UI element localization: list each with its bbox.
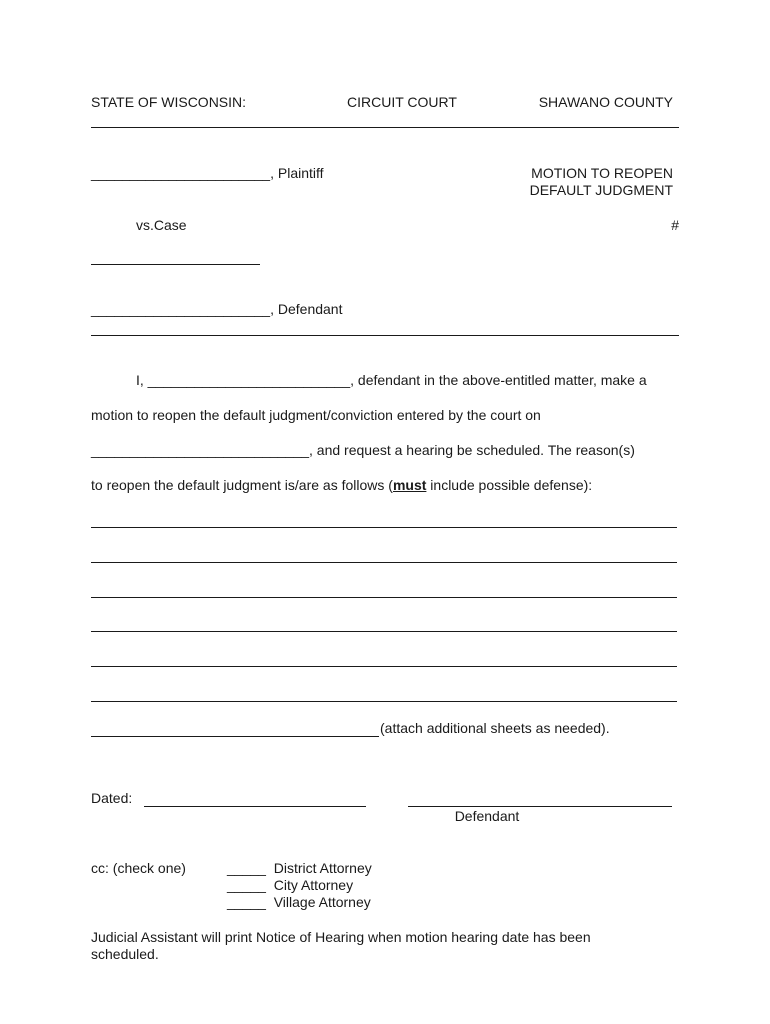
body-line-1 (136, 372, 647, 389)
body-line-3-rest: , and request a hearing be scheduled. The reason(s) (309, 442, 635, 458)
defendant-name-blank[interactable]: __________________________ (147, 372, 351, 388)
state-header: STATE OF WISCONSIN: (91, 94, 247, 110)
dated-label: Dated: (91, 790, 133, 806)
body-i: I, (136, 372, 144, 388)
case-number-label: # (671, 217, 679, 233)
defendant-label: , Defendant (270, 301, 343, 317)
vs-case-label: vs.Case (136, 217, 187, 233)
cc-check-blank[interactable]: _____ (227, 894, 266, 910)
reason-line[interactable] (91, 631, 677, 632)
header-divider (91, 127, 679, 128)
defendant-signature-blank[interactable] (408, 806, 672, 807)
reason-line[interactable] (91, 527, 677, 528)
motion-title-line1: MOTION TO REOPEN (531, 165, 673, 181)
body-line-3 (91, 442, 635, 459)
cc-option-label: Village Attorney (273, 894, 371, 910)
body-line-4 (91, 477, 592, 494)
footer-note-line1: Judicial Assistant will print Notice of Hearing when motion hearing date has been (91, 929, 591, 945)
motion-title-line2: DEFAULT JUDGMENT (529, 182, 673, 198)
cc-option-city (227, 877, 353, 894)
case-number-blank[interactable] (91, 264, 260, 265)
defendant-line (91, 301, 342, 318)
plaintiff-blank[interactable]: _______________________ (91, 165, 271, 181)
judgment-date-blank[interactable]: ____________________________ (91, 442, 310, 458)
attach-note: (attach additional sheets as needed). (380, 720, 610, 736)
dated-blank[interactable] (144, 806, 366, 807)
reason-line[interactable] (91, 562, 677, 563)
plaintiff-label: , Plaintiff (270, 165, 324, 181)
cc-check-blank[interactable]: _____ (227, 860, 266, 876)
reason-line[interactable] (91, 597, 677, 598)
body-line-1-rest: , defendant in the above-entitled matter, make a (350, 372, 647, 388)
cc-option-district (227, 860, 372, 877)
plaintiff-line (91, 165, 324, 182)
body-line-4-start: to reopen the default judgment is/are as follows ( (91, 477, 393, 493)
reason-line-last[interactable] (91, 736, 379, 737)
footer-note-line2: scheduled. (91, 946, 159, 962)
must-emphasis: must (392, 477, 427, 493)
defendant-signature-label: Defendant (454, 808, 520, 824)
cc-option-label: City Attorney (273, 877, 354, 893)
county-header: SHAWANO COUNTY (538, 94, 673, 110)
cc-option-label: District Attorney (273, 860, 372, 876)
reason-line[interactable] (91, 701, 677, 702)
cc-check-blank[interactable]: _____ (227, 877, 266, 893)
defendant-blank[interactable]: _______________________ (91, 301, 271, 317)
cc-label: cc: (check one) (91, 860, 186, 876)
body-line-4-end: include possible defense): (426, 477, 593, 493)
cc-option-village (227, 894, 371, 911)
caption-divider (91, 335, 679, 336)
body-line-2: motion to reopen the default judgment/conviction entered by the court on (91, 407, 541, 423)
court-header: CIRCUIT COURT (347, 94, 457, 110)
reason-line[interactable] (91, 666, 677, 667)
